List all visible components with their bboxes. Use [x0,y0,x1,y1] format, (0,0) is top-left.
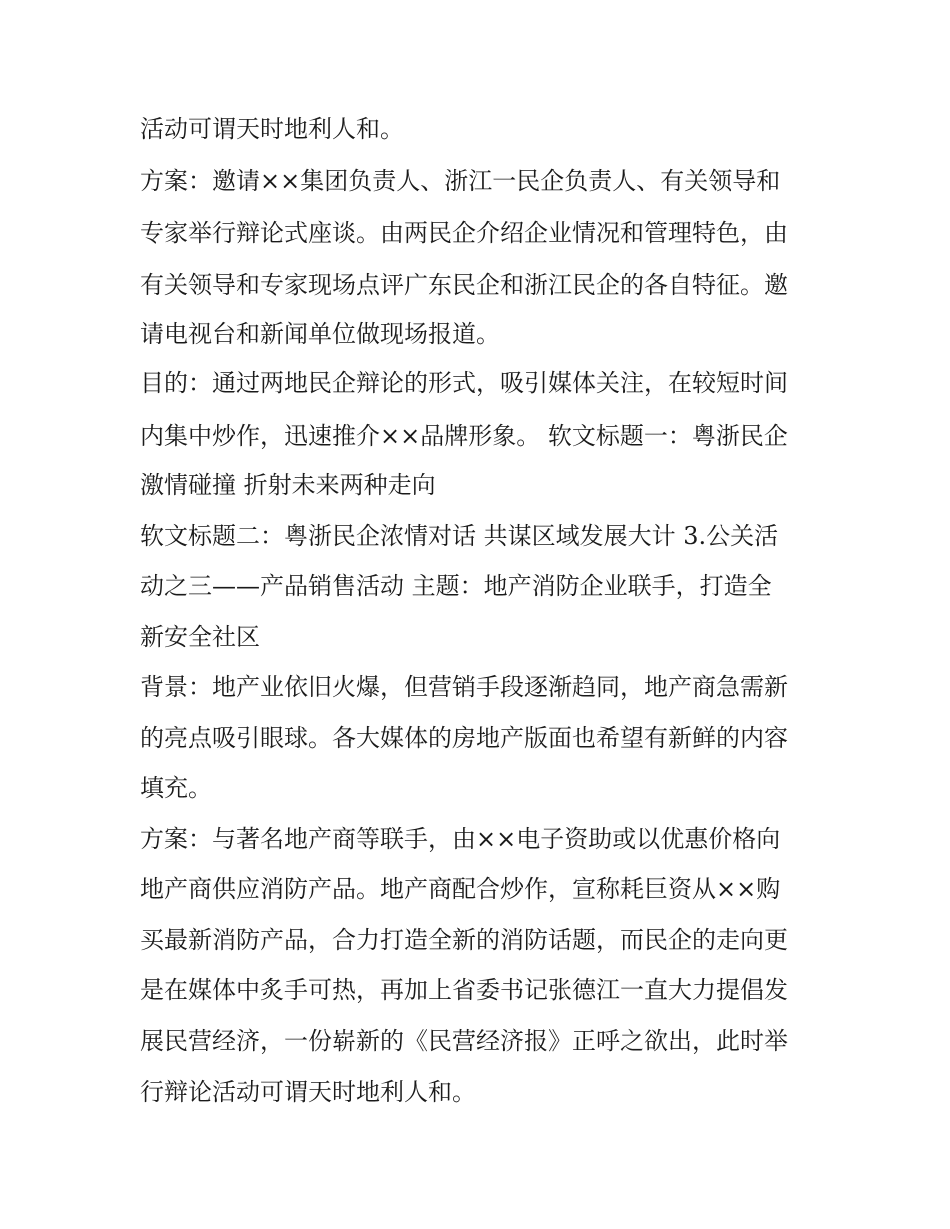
text-line: 是在媒体中炙手可热，再加上省委书记张德江一直大力提倡发 [140,976,788,1004]
text-line: 动之三——产品销售活动 主题：地产消防企业联手，打造全 [140,572,772,600]
text-line: 内集中炒作，迅速推介××品牌形象。 软文标题一：粤浙民企 [140,422,788,450]
text-line: 有关领导和专家现场点评广东民企和浙江民企的各自特征。邀 [140,271,788,299]
text-line: 活动可谓天时地利人和。 [140,115,404,143]
text-line: 行辩论活动可谓天时地利人和。 [140,1078,476,1106]
text-line: 方案：与著名地产商等联手，由××电子资助或以优惠价格向 [140,825,781,853]
text-line: 目的：通过两地民企辩论的形式，吸引媒体关注，在较短时间 [140,369,788,397]
text-line: 激情碰撞 折射未来两种走向 [140,471,436,499]
text-line: 软文标题二：粤浙民企浓情对话 共谋区域发展大计 3.公关活 [140,522,779,550]
text-line: 方案：邀请××集团负责人、浙江一民企负责人、有关领导和 [140,167,781,195]
text-line: 专家举行辩论式座谈。由两民企介绍企业情况和管理特色，由 [140,219,788,247]
text-line: 请电视台和新闻单位做现场报道。 [140,320,500,348]
text-line: 填充。 [140,774,212,802]
text-line: 买最新消防产品，合力打造全新的消防话题，而民企的走向更 [140,926,788,954]
text-line: 的亮点吸引眼球。各大媒体的房地产版面也希望有新鲜的内容 [140,724,788,752]
text-line: 展民营经济，一份崭新的《民营经济报》正呼之欲出，此时举 [140,1027,788,1055]
text-line: 背景：地产业依旧火爆，但营销手段逐渐趋同，地产商急需新 [140,673,788,701]
text-line: 地产商供应消防产品。地产商配合炒作，宣称耗巨资从××购 [140,875,781,903]
text-line: 新安全社区 [140,623,260,651]
